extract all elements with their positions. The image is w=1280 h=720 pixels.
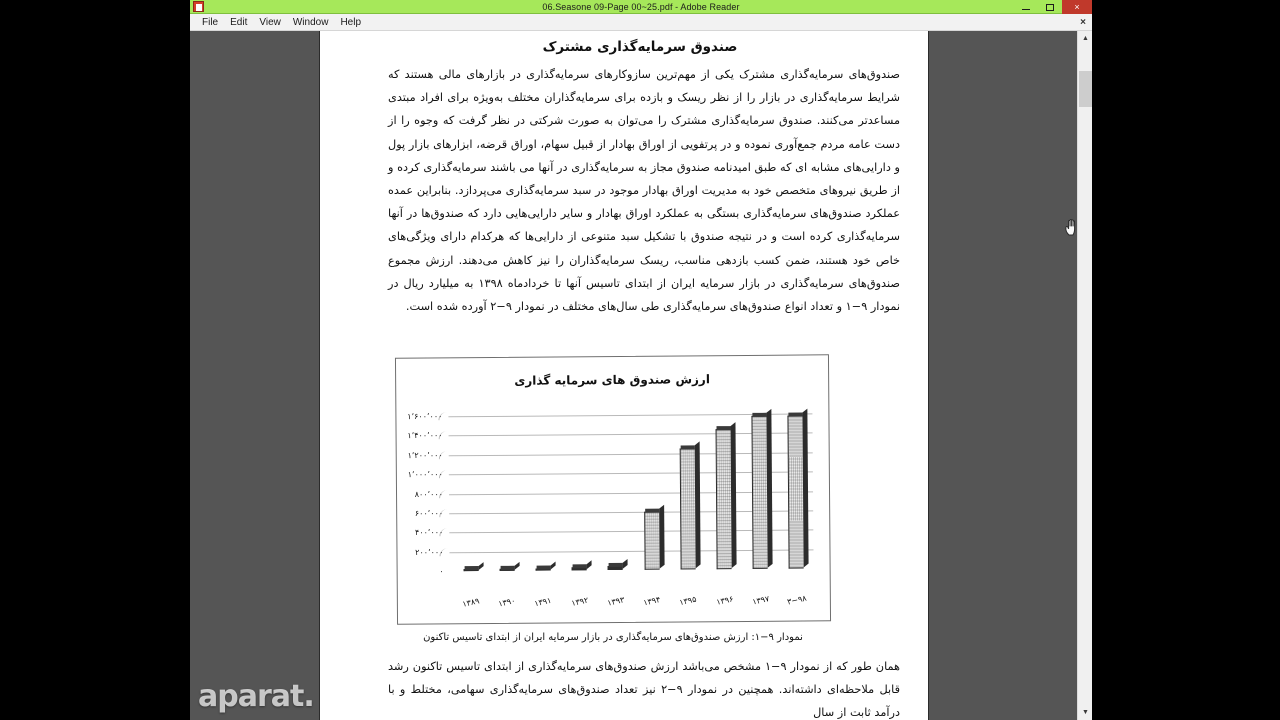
chart-x-tick-label: ۱۳۹۷ — [751, 594, 770, 607]
chart-y-tick-label: ۱٬۶۰۰٬۰۰۰ — [407, 411, 443, 422]
window-title: 06.Seasone 09-Page 00~25.pdf - Adobe Reader — [542, 1, 740, 12]
chart-bar — [716, 429, 732, 570]
title-bar — [190, 0, 1092, 14]
chart-x-tick-label: ۱۳۹۴ — [642, 594, 662, 608]
chart-bar-slot — [456, 416, 483, 571]
chart-title: ارزش صندوق های سرمایه گذاری — [514, 372, 710, 388]
document-viewport[interactable] — [190, 31, 1092, 720]
left-letterbox — [0, 0, 190, 720]
chart-bar — [752, 416, 768, 569]
chart-x-tick-label: ۱۳۹۲ — [570, 595, 589, 609]
body-paragraph-2: همان طور که از نمودار ۹−۱ مشخص می‌باشد ارزش صندوق‌های سرمایه‌گذاری از ابتدای تاسیس تاکنون رشد قابل ملاحظه‌ای داشته‌اند. همچنین در نمودار ۹−۲ نیز تعداد صندوق‌های سرمایه‌گذاری سهامی، مختلط و با درآمد ثابت از سال — [388, 660, 900, 720]
pan-hand-cursor — [1064, 218, 1080, 236]
chart-y-tick-label: ۰ — [439, 566, 444, 576]
right-letterbox — [1092, 0, 1280, 720]
menu-item-window[interactable]: Window — [292, 16, 329, 28]
chart-bar-slot — [782, 413, 809, 568]
menu-item-file[interactable]: File — [202, 16, 219, 28]
chart-y-tick-label: ۱٬۰۰۰٬۰۰۰ — [407, 469, 443, 480]
menu-item-help[interactable]: Help — [340, 16, 362, 28]
chart-x-axis — [458, 595, 810, 607]
chart-bar — [499, 569, 514, 571]
figure-chart-9-1 — [383, 356, 843, 676]
pdf-page — [320, 31, 928, 720]
chart-bar — [536, 568, 551, 571]
window-controls — [1014, 0, 1092, 14]
minimize-button[interactable] — [1014, 0, 1038, 14]
chart-bar — [644, 512, 659, 570]
chart-bar — [572, 567, 587, 570]
menu-item-view[interactable]: View — [259, 16, 281, 28]
chart-y-tick-label: ۸۰۰٬۰۰۰ — [414, 489, 444, 499]
scrollbar-thumb[interactable] — [1079, 71, 1092, 107]
chart-bars — [456, 413, 809, 571]
chart-y-tick-label: ۶۰۰٬۰۰۰ — [414, 508, 444, 518]
chart-x-tick-label: ۱۳۹۱ — [533, 595, 553, 609]
chart-x-tick-label: ۱۳۹۵ — [678, 594, 698, 608]
chart-bar-slot — [565, 415, 592, 570]
adobe-reader-window — [190, 0, 1092, 720]
chart-x-tick-label: ۱۳۹۶ — [715, 594, 734, 607]
chart-bar-slot — [529, 415, 556, 570]
scroll-down-icon[interactable]: ▼ — [1078, 705, 1092, 720]
chart-bar — [788, 416, 804, 569]
restore-button[interactable] — [1038, 0, 1062, 14]
menu-item-edit[interactable]: Edit — [230, 16, 248, 28]
chart-bar — [463, 569, 478, 571]
chart-bar-slot — [674, 414, 701, 569]
chart-bar — [679, 448, 695, 569]
chart-bar-slot — [746, 414, 773, 569]
chart-bar-slot — [638, 415, 665, 570]
chart-frame — [395, 354, 831, 624]
page-title: صندوق سرمایه‌گذاری مشترک — [542, 39, 738, 55]
chart-bar-slot — [710, 414, 737, 569]
chart-y-tick-label: ۱٬۴۰۰٬۰۰۰ — [407, 431, 443, 441]
chart-bar-slot — [601, 415, 628, 570]
chart-x-tick-label: ۱۳۹۰ — [497, 596, 517, 609]
chart-bar-slot — [493, 416, 520, 571]
chart-bar — [608, 566, 623, 570]
close-document-icon[interactable]: × — [1080, 17, 1086, 28]
chart-y-tick-label: ۴۰۰٬۰۰۰ — [414, 528, 444, 538]
body-paragraph-1: صندوق‌های سرمایه‌گذاری مشترک یکی از مهم‌ترین سازوکارهای سرمایه‌گذاری در بازارهای مالی هستند که شرایط سرمایه‌گذاری در بازار را از نظر ریسک و بازده برای سرمایه‌گذاران مختلف به‌ویژه برای افراد مبتدی مساعدتر می‌کنند. صندوق سرمایه‌گذاری مشترک را می‌توان به صورت شرکتی در نظر گرفت که وجوه را از دست عامه مردم جمع‌آوری نموده و در پرتفویی از اوراق بهادار از قبیل سهام، اوراق قرضه، ابزارهای بازار پول و دارایی‌های مشابه ای که طبق امیدنامه صندوق مجاز به سرمایه‌گذاری در آنها می باشند سرمایه‌گذاری کرده و از طریق نیروهای متخصص خود به مدیریت اوراق بهادار موجود در سبد سرمایه‌گذاری می‌پردازد. بنابراین عمده عملکرد صندوق‌های سرمایه‌گذاری بستگی به عملکرد اوراق بهادار و سایر دارایی‌هایی دارد که صندوق‌ها در آنها سرمایه‌گذاری کرده است و در نتیجه صندوق با تشکیل سبد متنوعی از دارایی‌ها که هرکدام دارای ویژگی‌های خاص خود هستند، ضمن کسب بازدهی مناسب، ریسک سرمایه‌گذاران را نیز کاهش می‌دهند. ارزش مجموع صندوق‌های سرمایه‌گذاری در بازار سرمایه ایران از ابتدای تاسیس آنها تا خردادماه ۱۳۹۸ به میلیارد ریال در نمودار ۹−۱ و تعداد انواع صندوق‌های سرمایه‌گذاری طی سال‌های مختلف در نمودار ۹−۲ آورده شده است. — [388, 68, 900, 314]
chart-y-tick-label: ۱٬۲۰۰٬۰۰۰ — [407, 450, 443, 460]
figure-caption: نمودار ۹−۱: ارزش صندوق‌های سرمایه‌گذاری در بازار سرمایه ایران از ابتدای تاسیس تاکنون — [423, 632, 803, 643]
chart-x-tick-label: ۱۳۹۳ — [606, 595, 626, 608]
menu-bar — [190, 14, 1092, 31]
aparat-watermark: aparat. — [198, 679, 314, 714]
chart-plot-area — [407, 411, 813, 576]
chart-x-tick-label: ۱۳۸۹ — [461, 596, 481, 609]
chart-x-tick-label: ۳−۹۸ — [786, 593, 808, 607]
chart-y-tick-label: ۲۰۰٬۰۰۰ — [415, 547, 444, 557]
close-button[interactable]: × — [1062, 0, 1092, 14]
vertical-scrollbar[interactable] — [1077, 31, 1092, 720]
scroll-up-icon[interactable]: ▲ — [1078, 31, 1092, 46]
